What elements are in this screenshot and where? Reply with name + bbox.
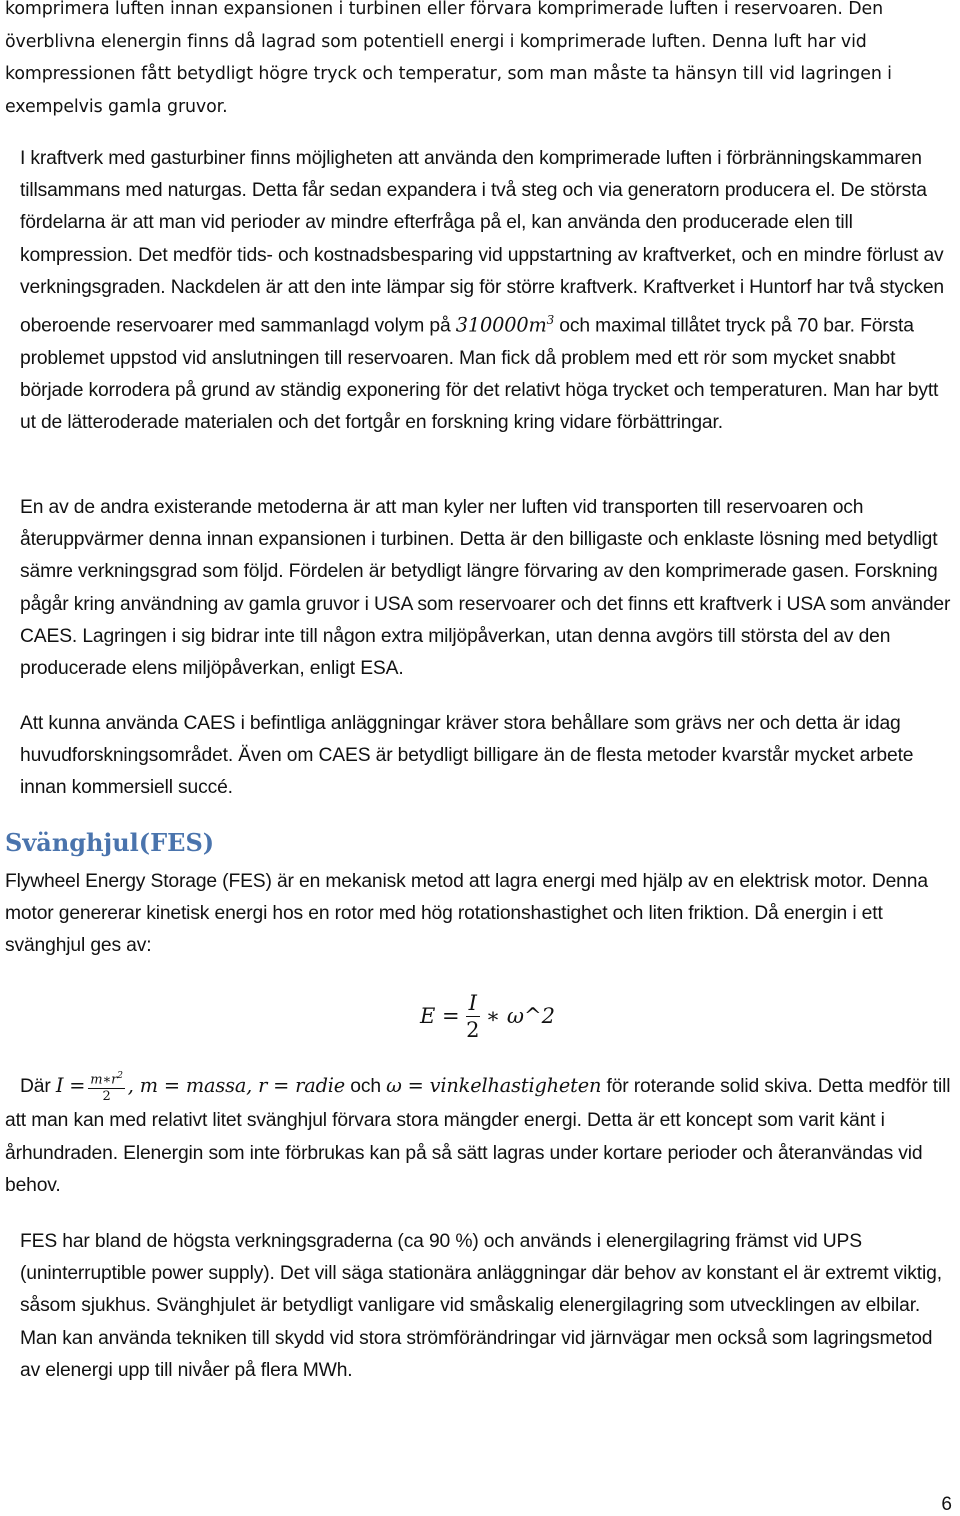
formula-numerator: I [466, 990, 480, 1017]
formula-rhs: ∗ ω^2 [485, 1004, 555, 1028]
inertia-numerator-exp: 2 [117, 1071, 123, 1081]
inertia-denominator: 2 [102, 1089, 111, 1105]
och-label: och [345, 1075, 387, 1097]
paragraph-caes-storage: komprimera luften innan expansionen i turbinen eller förvara komprimerade luften i reservoaren. Den överblivna elenergin finns då lagrad som potentiell energi i komprimerade luften. Denna luft har vid kompressionen fått betydligt högre tryck och temperatur, som man måste ta hänsyn till vid lagringen i exempelvis gamla gruvor. [5, 0, 892, 117]
formula-fraction [466, 990, 480, 1043]
paragraph-gas-turbines-text-a: I kraftverk med gasturbiner finns möjligheten att använda den komprimerade luften i förbränningskammaren tillsammans med naturgas. Detta får sedan expandera i två steg och via generatorn producera el. De största fördelarna är att man vid perioder av mindre efterfråga på el, kan använda den producerade elen till kompression. Det medför tids- och kostnadsbesparing vid uppstartning av kraftverket, och en mindre förlust av verkningsgraden. Nackdelen är att den inte lämpar sig för större kraftverk. Kraftverket i Huntorf har två stycken oberoende reservoarer med sammanlagd volym på [20, 148, 944, 337]
formula-lhs: E = [420, 1004, 460, 1028]
inertia-numerator: m∗r [90, 1072, 118, 1088]
energy-formula [420, 985, 555, 1047]
volume-value: 310000m [455, 313, 547, 337]
inertia-fraction [88, 1068, 125, 1105]
paragraph-fes-efficiency: FES har bland de högsta verkningsgraderna (ca 90 %) och används i elenergilagring främst vid UPS (uninterruptible power supply). Det vill säga stationära anläggningar där behov av konstant el är extremt viktig, såsom sjukhus. Svänghjulet är betydligt vanligare vid småskalig elenergilagring som utvecklingen av elbilar. Man kan använda tekniken till skydd vid stora strömförändringar vid järnvägar men också som lagringsmetod av elenergi upp till nivåer på flera MWh. [20, 1231, 942, 1381]
formula-denominator: 2 [466, 1017, 480, 1042]
paragraph-formula-explanation-rest: för roterande solid skiva. Detta medför till att man kan med relativt litet svänghjul förvara stora mängder energi. Detta är ett koncept som varit känt i århundraden. Elenergin som inte förbrukas kan på så sätt lagras under kortare perioder och återanvändas vid behov. [5, 1075, 951, 1196]
volume-exponent: 3 [546, 313, 555, 328]
paragraph-gas-turbines [5, 143, 957, 439]
inertia-lhs: I = [55, 1073, 86, 1097]
page-number: 6 [941, 1494, 952, 1515]
variables-definition: , m = massa, r = radie [127, 1073, 346, 1097]
paragraph-cooling-method: En av de andra existerande metoderna är att man kyler ner luften vid transporten till reservoaren och återuppvärmer denna innan expansionen i turbinen. Detta är den billigaste och enklaste lösning med betydligt sämre verkningsgrad som följd. Fördelen är betydligt längre förvaring av den komprimerade gasen. Forskning pågår kring användning av gamla gruvor i USA som reservoarer och det finns ett kraftverk i USA som använder CAES. Lagringen i sig bidrar inte till någon extra miljöpåverkan, utan denna avgörs till största del av den producerade elens miljöpåverkan, enligt ESA. [20, 497, 951, 680]
paragraph-fes-intro: Flywheel Energy Storage (FES) är en mekanisk metod att lagra energi med hjälp av en elektrisk motor. Denna motor genererar kinetisk energi hos en rotor med hög rotationshastighet och liten friktion. Då energin i ett svänghjul ges av: [5, 871, 928, 957]
paragraph-gas-turbines-text-b: och maximal tillåtet tryck på 70 bar. Första problemet uppstod vid anslutningen till reservoaren. Man fick då problem med ett rör som mycket snabbt började korrodera på grund av ständig exponering för det relativt höga trycket och temperaturen. Man har bytt ut de lätteroderade materialen och det fortgår en forskning kring vidare förbättringar. [20, 315, 939, 434]
section-heading-flywheel: Svänghjul(FES) [5, 828, 215, 857]
paragraph-caes-research: Att kunna använda CAES i befintliga anläggningar kräver stora behållare som grävs ner och detta är idag huvudforskningsområdet. Även om CAES är betydligt billigare än de flesta metoder kvarstår mycket arbete innan kommersiell succé. [20, 713, 914, 799]
dar-label: Där [20, 1075, 56, 1097]
paragraph-formula-explanation [5, 1068, 957, 1202]
omega-definition: ω = vinkelhastigheten [386, 1073, 602, 1097]
